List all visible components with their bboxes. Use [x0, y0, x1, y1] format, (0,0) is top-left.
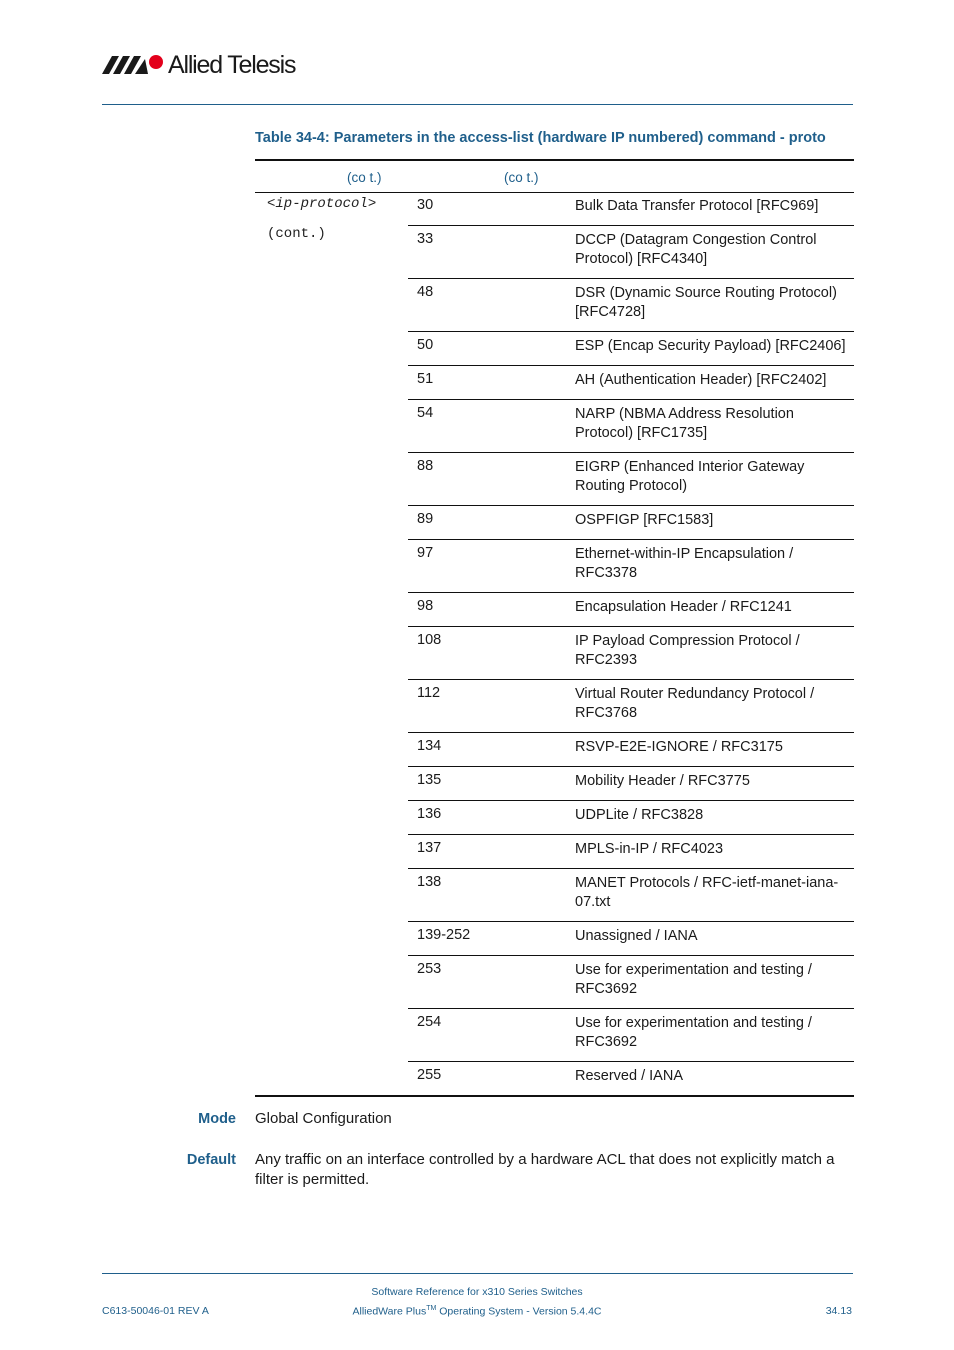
- caption-prefix: Table 34-4:: [255, 130, 330, 146]
- protocol-description: MPLS-in-IP / RFC4023: [575, 841, 724, 857]
- protocol-description: IP Payload Compression Protocol / RFC2393: [575, 633, 800, 668]
- footer-rule: [102, 1273, 853, 1274]
- protocol-description: Use for experimentation and testing / RFC3692: [575, 962, 812, 997]
- protocol-description: Mobility Header / RFC3775: [575, 773, 750, 789]
- parameter-name: <ip-protocol>: [267, 196, 377, 212]
- table-row: [408, 869, 854, 922]
- protocol-number: 135: [417, 772, 442, 788]
- table-row: [408, 332, 854, 366]
- caption-text: Parameters in the access-list (hardware IP numbered): [329, 130, 708, 146]
- table-row: [408, 279, 854, 332]
- protocol-description: ESP (Encap Security Payload) [RFC2406]: [575, 338, 846, 354]
- protocol-number: 98: [417, 598, 434, 614]
- protocol-description: UDPLite / RFC3828: [575, 807, 704, 823]
- table-row: [408, 506, 854, 540]
- protocol-description: OSPFIGP [RFC1583]: [575, 512, 714, 528]
- footer-doc-id: C613-50046-01 REV A: [102, 1305, 209, 1317]
- table-row: [408, 226, 854, 279]
- footer-page-number: 34.13: [825, 1305, 852, 1317]
- table-row: [408, 593, 854, 627]
- table-row: [408, 680, 854, 733]
- protocol-description: DSR (Dynamic Source Routing Protocol) [RFC4728]: [575, 285, 837, 320]
- footer-title: Software Reference for x310 Series Switches: [371, 1286, 583, 1298]
- footer-product-name: AlliedWare Plus: [352, 1305, 427, 1318]
- trademark-mark: TM: [426, 1305, 437, 1312]
- table-bottom-rule: [255, 1095, 854, 1097]
- protocol-number: 112: [417, 685, 441, 701]
- protocol-description: RSVP-E2E-IGNORE / RFC3175: [575, 739, 783, 755]
- table-row: [408, 453, 854, 506]
- protocol-number: 134: [417, 738, 442, 754]
- protocol-number: 255: [417, 1067, 442, 1083]
- protocol-description: EIGRP (Enhanced Interior Gateway Routing Protocol): [575, 459, 805, 494]
- protocol-description: MANET Protocols / RFC-ietf-manet-iana-07.txt: [575, 875, 839, 910]
- protocol-number: 97: [417, 545, 434, 561]
- table-header-row: [255, 161, 854, 193]
- protocol-description: Reserved / IANA: [575, 1068, 683, 1084]
- protocol-number: 50: [417, 337, 434, 353]
- table-row: [408, 801, 854, 835]
- default-label: Default: [186, 1152, 236, 1168]
- parameters-table: [255, 159, 854, 1084]
- header-col1: (co t.): [347, 170, 382, 185]
- protocol-number: 136: [417, 806, 442, 822]
- protocol-description: DCCP (Datagram Congestion Control Protocol) [RFC4340]: [575, 232, 817, 267]
- protocol-description: Use for experimentation and testing / RFC3692: [575, 1015, 812, 1050]
- table-rows: [408, 192, 854, 1095]
- protocol-description: Virtual Router Redundancy Protocol / RFC3768: [575, 686, 815, 721]
- protocol-number: 51: [417, 371, 434, 387]
- mode-label: Mode: [198, 1111, 236, 1127]
- table-row: [408, 767, 854, 801]
- protocol-number: 88: [417, 458, 434, 474]
- protocol-number: 33: [417, 231, 434, 247]
- parameter-cont: (cont.): [267, 226, 326, 242]
- protocol-description: Encapsulation Header / RFC1241: [575, 599, 792, 615]
- protocol-number: 108: [417, 632, 442, 648]
- mode-value: Global Configuration: [255, 1110, 392, 1127]
- protocol-description: AH (Authentication Header) [RFC2402]: [575, 372, 827, 388]
- table-row: [408, 956, 854, 1009]
- table-row: [408, 540, 854, 593]
- table-row: [408, 366, 854, 400]
- table-row: [408, 922, 854, 956]
- table-row: [408, 1009, 854, 1062]
- protocol-description: Unassigned / IANA: [575, 928, 698, 944]
- logo-mark-icon: [102, 55, 164, 75]
- header-col2: (co t.): [504, 170, 539, 185]
- table-row: [408, 835, 854, 869]
- protocol-number: 254: [417, 1014, 442, 1030]
- header-rule: [102, 104, 853, 105]
- parameter-cell: [267, 196, 376, 242]
- table-row: [408, 733, 854, 767]
- protocol-number: 54: [417, 405, 434, 421]
- protocol-number: 139-252: [417, 927, 471, 943]
- protocol-number: 253: [417, 961, 442, 977]
- protocol-number: 138: [417, 874, 442, 890]
- table-row: [408, 1062, 854, 1095]
- protocol-number: 30: [417, 197, 434, 213]
- protocol-description: Bulk Data Transfer Protocol [RFC969]: [575, 198, 819, 214]
- protocol-description: Ethernet-within-IP Encapsulation / RFC3378: [575, 546, 794, 581]
- protocol-description: NARP (NBMA Address Resolution Protocol) [RFC1735]: [575, 406, 794, 441]
- protocol-number: 48: [417, 284, 434, 300]
- allied-telesis-logo: [102, 50, 295, 80]
- default-value: Any traffic on an interface controlled by a hardware ACL that does not explicitly match a filter is permitted.: [255, 1151, 835, 1188]
- protocol-number: 137: [417, 840, 442, 856]
- table-caption: [255, 130, 855, 146]
- footer-version: Operating System - Version 5.4.4C: [436, 1305, 602, 1318]
- protocol-number: 89: [417, 511, 434, 527]
- table-row: [408, 627, 854, 680]
- caption-suffix: command - proto: [707, 130, 826, 146]
- table-row: [408, 192, 854, 226]
- table-row: [408, 400, 854, 453]
- logo-text: Allied Telesis: [168, 51, 296, 79]
